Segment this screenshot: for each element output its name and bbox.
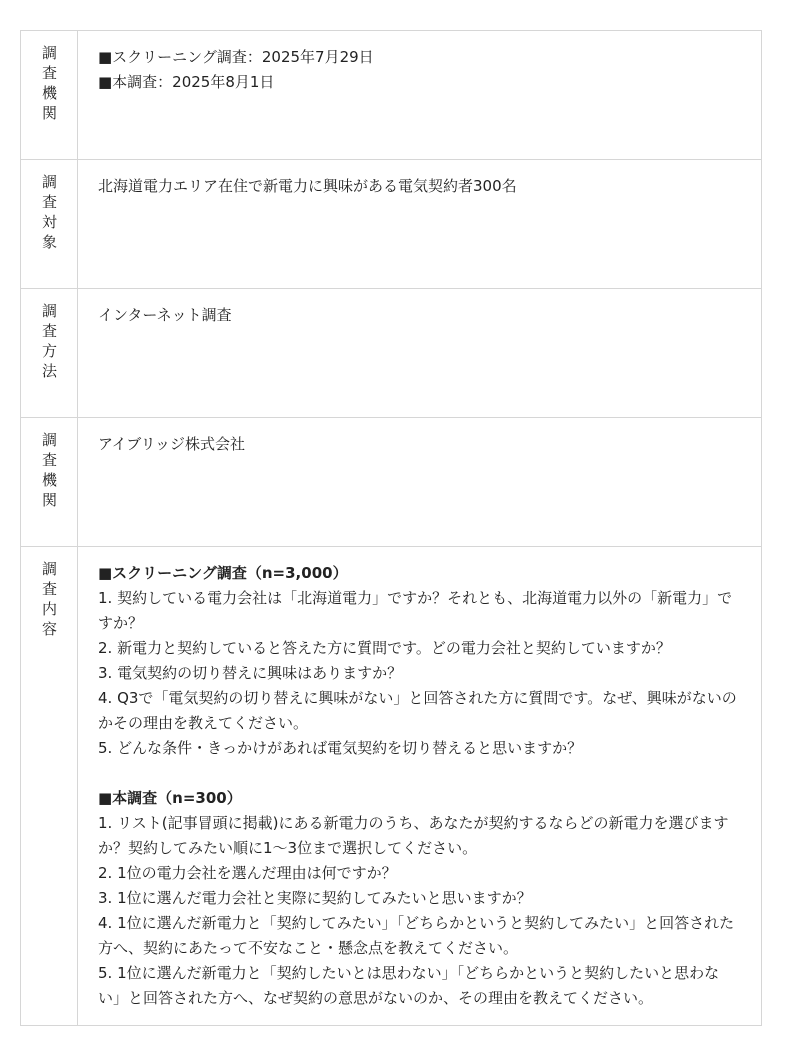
row-label-cell <box>21 547 78 1026</box>
row-label-cell <box>21 31 78 160</box>
main-survey-heading: ■本調査（n=300） <box>98 789 242 807</box>
row-label-cell <box>21 418 78 547</box>
table-row <box>21 289 762 418</box>
row-label-cell <box>21 160 78 289</box>
row-content-cell <box>78 160 762 289</box>
main-survey-question: 4. 1位に選んだ新電力と「契約してみたい」「どちらかというと契約してみたい」と回答された方へ、契約にあたって不安なこと・懸念点を教えてください。 <box>98 914 735 957</box>
row-label: 調査対象 <box>40 174 58 254</box>
table-row <box>21 160 762 289</box>
screening-question: 5. どんな条件・きっかけがあれば電気契約を切り替えると思いますか？ <box>98 739 583 757</box>
table-row <box>21 31 762 160</box>
section-spacer <box>98 761 741 786</box>
main-survey-question: 2. 1位の電力会社を選んだ理由は何ですか？ <box>98 864 397 882</box>
screening-question: 3. 電気契約の切り替えに興味はありますか？ <box>98 664 403 682</box>
screening-heading: ■スクリーニング調査（n=3,000） <box>98 564 348 582</box>
row-label: 調査方法 <box>40 303 58 383</box>
survey-date-main: ■本調査：2025年8月1日 <box>98 73 275 91</box>
row-content-cell <box>78 289 762 418</box>
row-label: 調査機関 <box>40 432 58 512</box>
row-content-cell <box>78 31 762 160</box>
table-row <box>21 547 762 1026</box>
row-label: 調査内容 <box>40 561 58 641</box>
main-survey-question: 3. 1位に選んだ電力会社と実際に契約してみたいと思いますか？ <box>98 889 532 907</box>
row-label-cell <box>21 289 78 418</box>
survey-date-screening: ■スクリーニング調査：2025年7月29日 <box>98 48 374 66</box>
screening-question: 1. 契約している電力会社は「北海道電力」ですか？それとも、北海道電力以外の「新電力」ですか？ <box>98 589 733 632</box>
main-survey-question: 1. リスト(記事冒頭に掲載)にある新電力のうち、あなたが契約するならどの新電力を選びますか？契約してみたい順に1～3位まで選択してください。 <box>98 814 729 857</box>
screening-question: 2. 新電力と契約していると答えた方に質問です。どの電力会社と契約していますか？ <box>98 639 671 657</box>
main-survey-question: 5. 1位に選んだ新電力と「契約したいとは思わない」「どちらかというと契約したいと思わない」と回答された方へ、なぜ契約の意思がないのか、その理由を教えてください。 <box>98 964 720 1007</box>
survey-overview-table <box>20 30 762 1026</box>
table-row <box>21 418 762 547</box>
row-label: 調査機関 <box>40 45 58 125</box>
screening-question: 4. Q3で「電気契約の切り替えに興味がない」と回答された方に質問です。なぜ、興味がないのかその理由を教えてください。 <box>98 689 737 732</box>
row-content-cell <box>78 418 762 547</box>
row-content-cell <box>78 547 762 1026</box>
survey-target: 北海道電力エリア在住で新電力に興味がある電気契約者300名 <box>98 177 517 195</box>
survey-method: インターネット調査 <box>98 306 232 324</box>
survey-organization: アイブリッジ株式会社 <box>98 435 246 453</box>
